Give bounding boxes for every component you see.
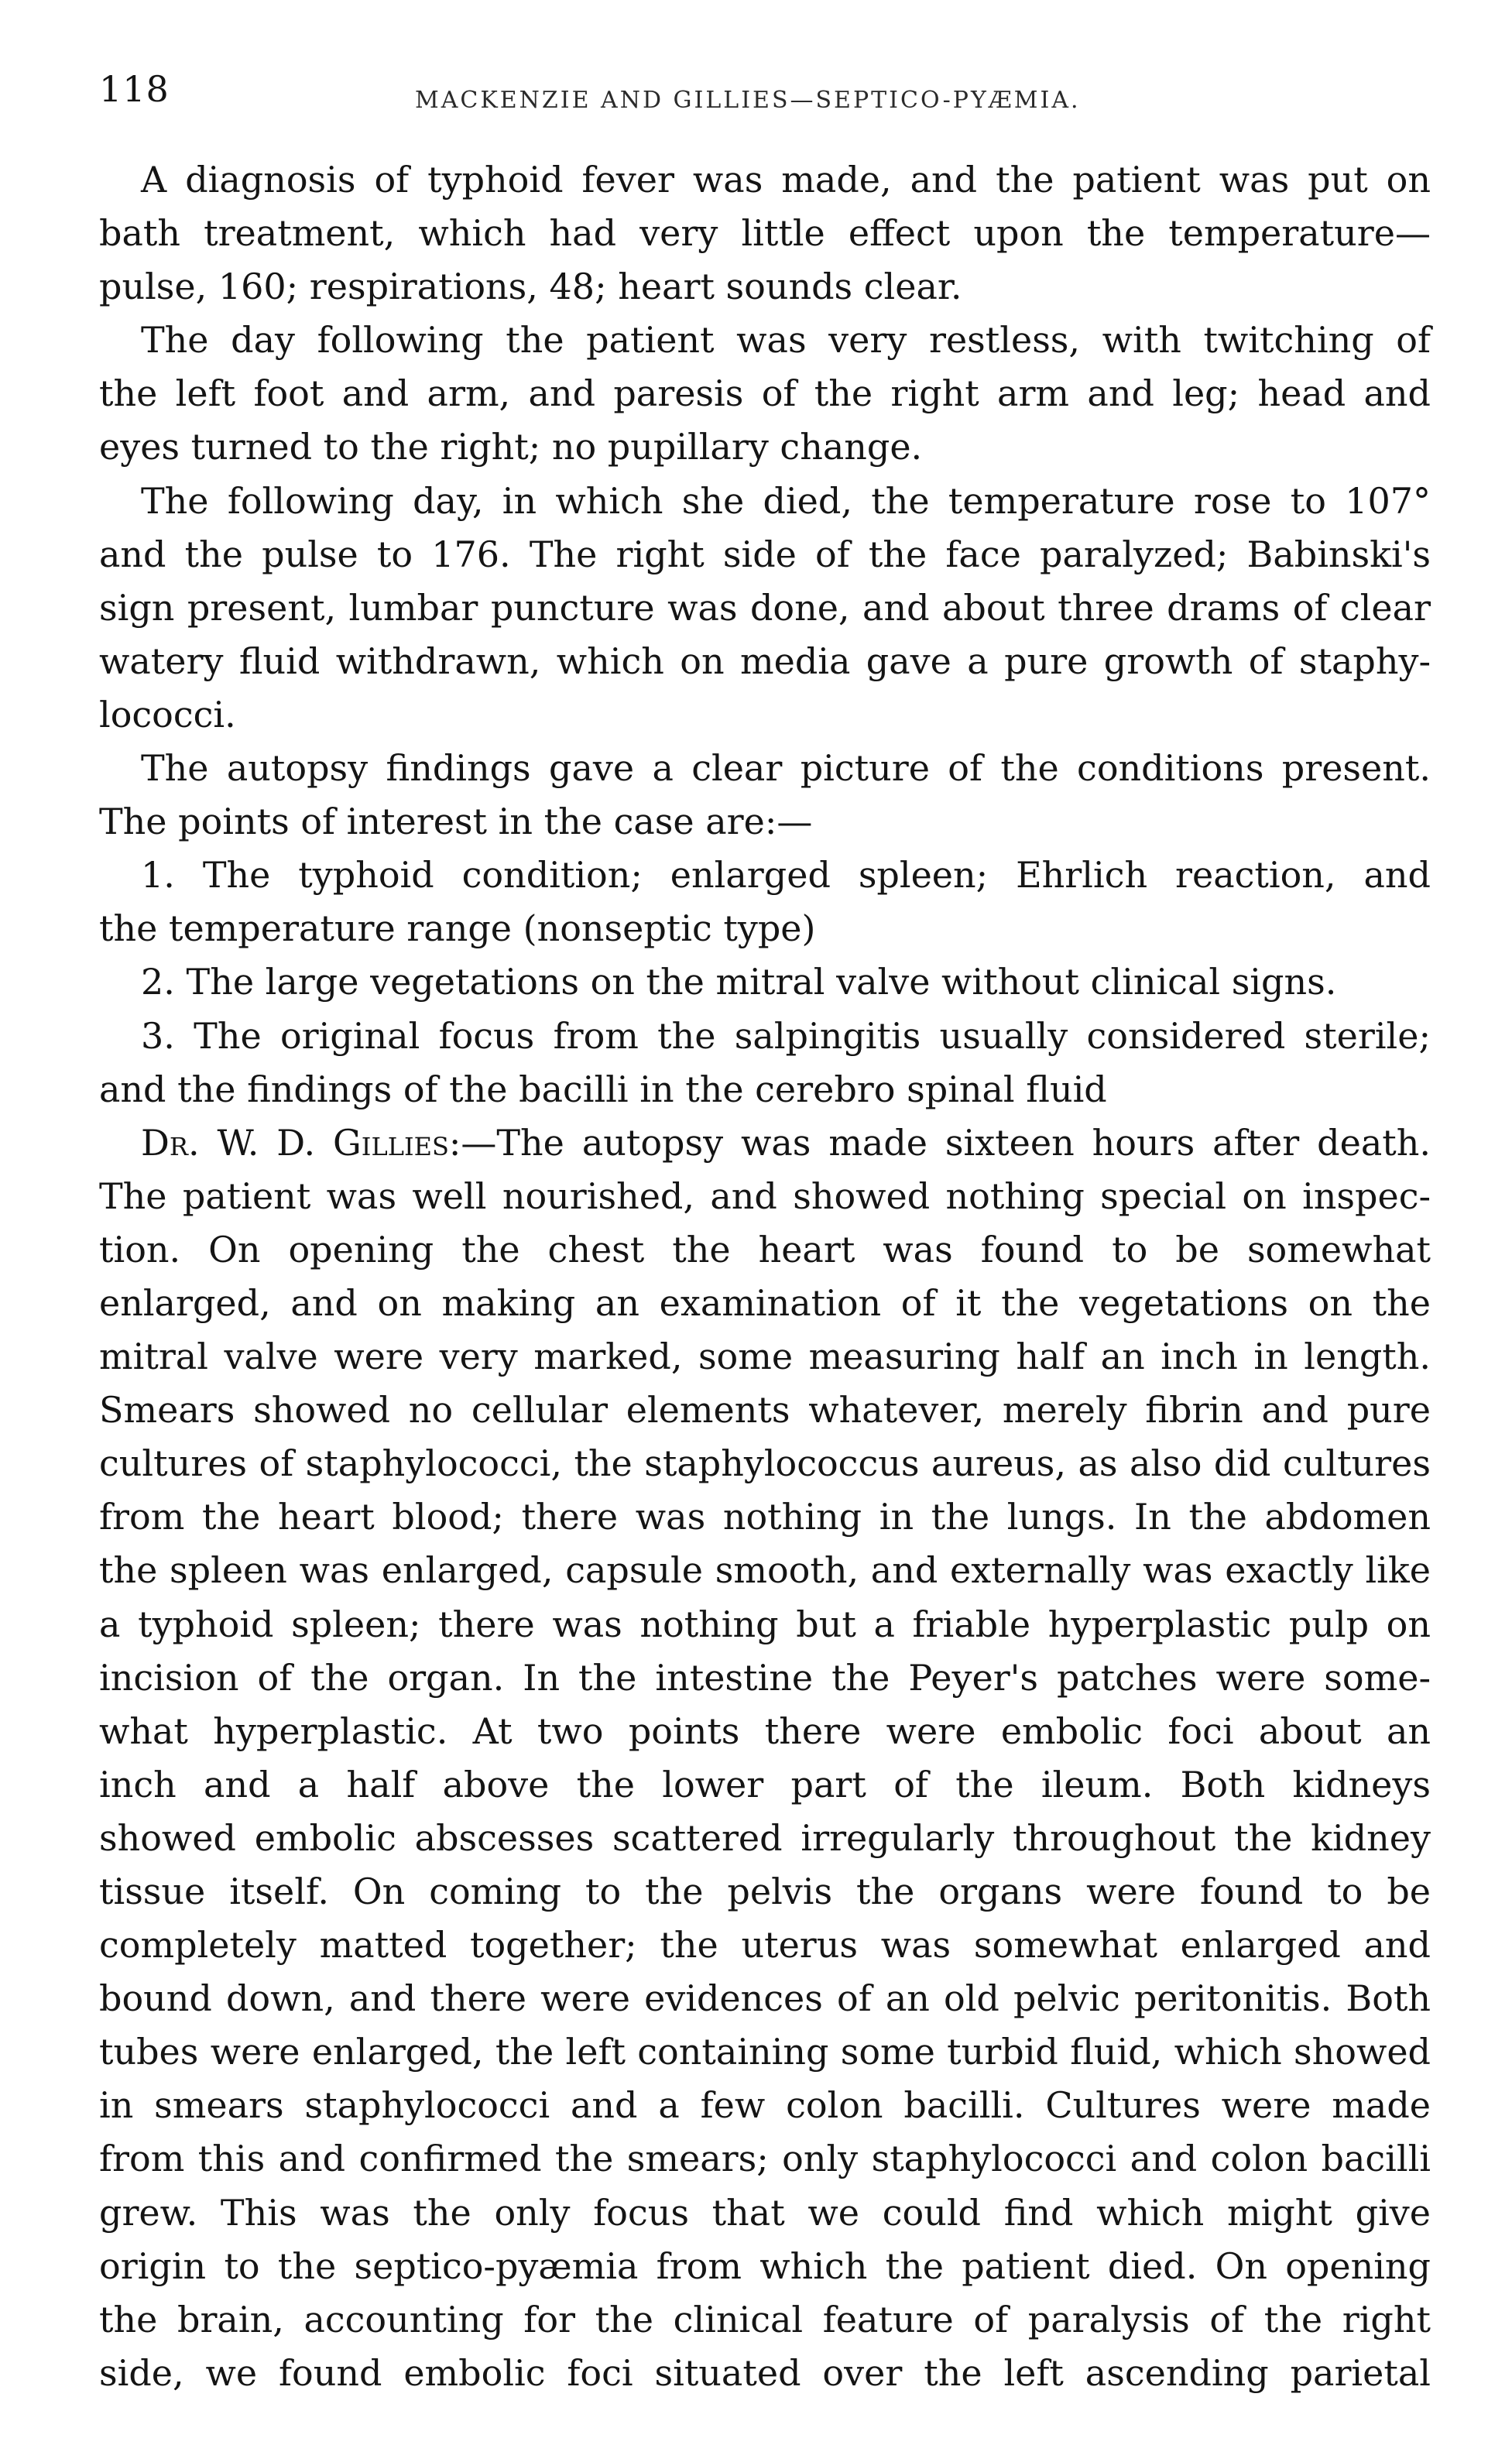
text-line: 2. The large vegetations on the mitral valve without clinical signs.	[141, 961, 1337, 1003]
text-line: and the findings of the bacilli in the cerebro spinal fluid	[99, 1068, 1107, 1110]
running-head-title: MACKENZIE AND GILLIES—SEPTICO-PYÆMIA.	[415, 87, 1081, 114]
text-line: incision of the organ. In the intestine the Peyer's patches were some-	[99, 1656, 1431, 1699]
text-line: cultures of staphylococci, the staphylococcus aureus, as also did cultures	[99, 1442, 1431, 1485]
text-line: bound down, and there were evidences of an old pelvic peritonitis. Both	[99, 1977, 1431, 2020]
text-line: The day following the patient was very restless, with twitching of	[141, 319, 1431, 362]
text-line: A diagnosis of typhoid fever was made, and the patient was put on	[141, 159, 1431, 201]
text-line: the brain, accounting for the clinical feature of paralysis of the right	[99, 2298, 1431, 2340]
text-line: tissue itself. On coming to the pelvis the organs were found to be	[99, 1871, 1431, 1912]
text-line: bath treatment, which had very little effect upon the temperature—	[99, 212, 1431, 255]
text-line: The points of interest in the case are:—	[99, 801, 813, 843]
text-line: tubes were enlarged, the left containing some turbid fluid, which showed	[99, 2031, 1431, 2073]
text-line: a typhoid spleen; there was nothing but a friable hyperplastic pulp on	[99, 1603, 1431, 1645]
text-line: what hyperplastic. At two points there were embolic foci about an	[99, 1709, 1431, 1752]
speaker-name: Dr. W. D. Gillies	[141, 1121, 449, 1164]
text-line: origin to the septico-pyæmia from which the patient died. On opening	[99, 2244, 1431, 2287]
running-head	[99, 37, 1415, 114]
text-line: completely matted together; the uterus was somewhat enlarged and	[99, 1924, 1431, 1967]
text-line: mitral valve were very marked, some measuring half an inch in length.	[99, 1336, 1431, 1378]
text-line: showed embolic abscesses scattered irregularly throughout the kidney	[99, 1816, 1431, 1859]
text-line	[99, 1116, 1431, 1170]
text-line: in smears staphylococci and a few colon bacilli. Cultures were made	[99, 2084, 1431, 2127]
text-line: The autopsy findings gave a clear picture of the conditions present.	[141, 747, 1431, 790]
text-line: The following day, in which she died, the temperature rose to 107°	[141, 479, 1431, 522]
speaker-remark: :—The autopsy was made sixteen hours after death.	[448, 1121, 1431, 1164]
text-line: sign present, lumbar puncture was done, and about three drams of clear	[99, 586, 1431, 629]
text-line: inch and a half above the lower part of the ileum. Both kidneys	[99, 1763, 1431, 1805]
text-line: eyes turned to the right; no pupillary change.	[99, 426, 923, 468]
text-line: The patient was well nourished, and showed nothing special on inspec-	[99, 1174, 1431, 1217]
text-line: lococci.	[99, 693, 236, 736]
text-line: from this and confirmed the smears; only staphylococci and colon bacilli	[99, 2138, 1431, 2180]
body-text	[99, 153, 1431, 2400]
text-line: watery fluid withdrawn, which on media gave a pure growth of staphy-	[99, 640, 1431, 682]
text-line: 1. The typhoid condition; enlarged spleen; Ehrlich reaction, and	[141, 854, 1431, 897]
text-line: pulse, 160; respirations, 48; heart sounds clear.	[99, 266, 962, 308]
text-line: tion. On opening the chest the heart was found to be somewhat	[99, 1228, 1431, 1271]
text-line: from the heart blood; there was nothing in the lungs. In the abdomen	[99, 1496, 1431, 1538]
page-number: 118	[99, 68, 170, 110]
text-line: the temperature range (nonseptic type)	[99, 907, 816, 950]
text-line: and the pulse to 176. The right side of the face paralyzed; Babinski's	[99, 533, 1431, 575]
text-line: grew. This was the only focus that we could find which might give	[99, 2191, 1431, 2234]
text-line: 3. The original focus from the salpingitis usually considered sterile;	[141, 1014, 1431, 1057]
text-line: enlarged, and on making an examination of it the vegetations on the	[99, 1281, 1431, 1324]
text-line: the spleen was enlarged, capsule smooth, and externally was exactly like	[99, 1549, 1431, 1592]
text-line: the left foot and arm, and paresis of the right arm and leg; head and	[99, 372, 1431, 415]
text-line: side, we found embolic foci situated over the left ascending parietal	[99, 2351, 1431, 2394]
text-line: Smears showed no cellular elements whatever, merely fibrin and pure	[99, 1389, 1431, 1432]
